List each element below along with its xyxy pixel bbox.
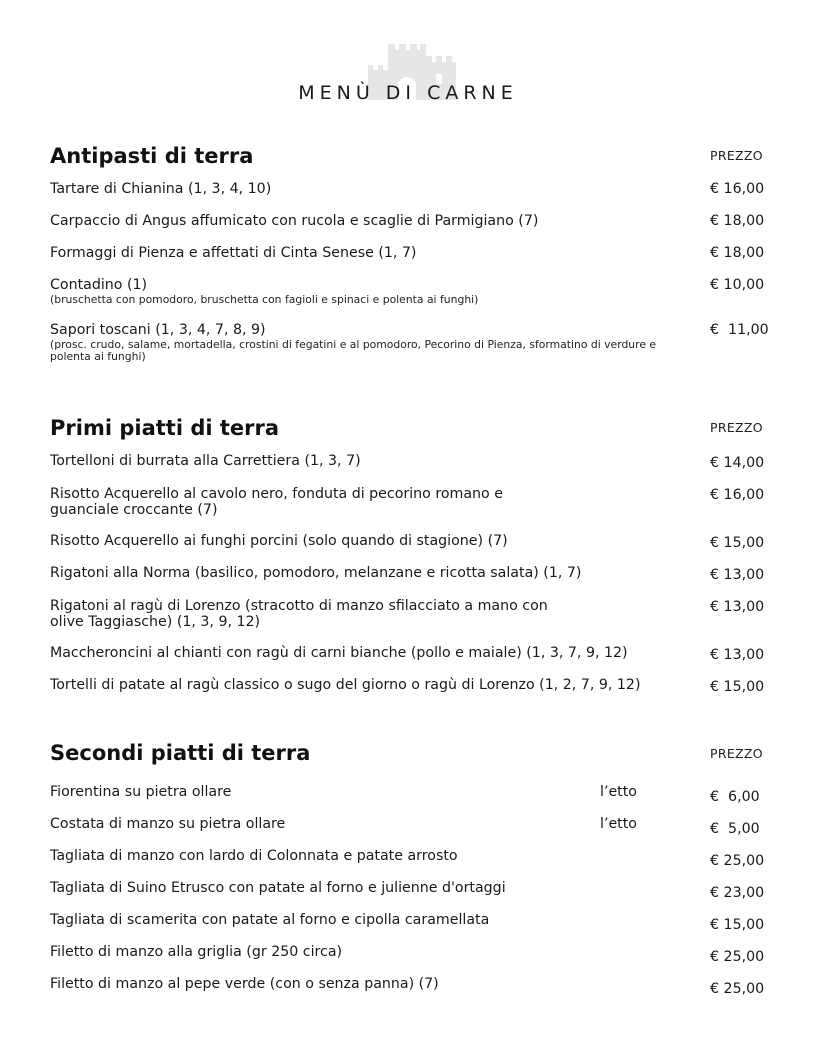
menu-item: Tagliata di scamerita con patate al forno e cipolla caramellata <box>50 912 490 928</box>
menu-item: Tortelloni di burrata alla Carrettiera (1, 3, 7) <box>50 453 361 469</box>
item-price: € 5,00 <box>710 821 760 837</box>
menu-item: Tagliata di manzo con lardo di Colonnata e patate arrosto <box>50 848 458 864</box>
item-price: € 18,00 <box>710 213 765 229</box>
item-price: € 13,00 <box>710 599 765 615</box>
item-price: € 13,00 <box>710 647 765 663</box>
item-name: Rigatoni al ragù di Lorenzo (stracotto di manzo sfilacciato a mano con <box>50 598 548 614</box>
item-price: € 15,00 <box>710 535 765 551</box>
price-header: PREZZO <box>710 148 763 163</box>
item-price: € 13,00 <box>710 567 765 583</box>
menu-item <box>50 486 690 518</box>
menu-item: Formaggi di Pienza e affettati di Cinta Senese (1, 7) <box>50 245 417 261</box>
menu-item: Filetto di manzo al pepe verde (con o senza panna) (7) <box>50 976 439 992</box>
item-price: € 16,00 <box>710 487 765 503</box>
item-name-cont: guanciale croccante (7) <box>50 502 218 518</box>
item-price: € 16,00 <box>710 181 765 197</box>
menu-item: Carpaccio di Angus affumicato con rucola e scaglie di Parmigiano (7) <box>50 213 539 229</box>
section-title-secondi: Secondi piatti di terra <box>50 741 311 765</box>
menu-item: Tortelli di patate al ragù classico o sugo del giorno o ragù di Lorenzo (1, 2, 7, 9, 12) <box>50 677 641 693</box>
item-price: € 25,00 <box>710 981 765 997</box>
item-price: € 15,00 <box>710 917 765 933</box>
menu-item <box>50 322 670 363</box>
item-price: € 25,00 <box>710 949 765 965</box>
item-price: € 25,00 <box>710 853 765 869</box>
menu-item <box>50 277 690 306</box>
item-unit: l’etto <box>600 816 637 832</box>
item-unit: l’etto <box>600 784 637 800</box>
menu-item: Tagliata di Suino Etrusco con patate al forno e julienne d'ortaggi <box>50 880 506 896</box>
item-price: € 14,00 <box>710 455 765 471</box>
menu-item: Maccheroncini al chianti con ragù di carni bianche (pollo e maiale) (1, 3, 7, 9, 12) <box>50 645 628 661</box>
price-header: PREZZO <box>710 420 763 435</box>
item-description: (bruschetta con pomodoro, bruschetta con fagioli e spinaci e polenta ai funghi) <box>50 293 479 306</box>
item-price: € 23,00 <box>710 885 765 901</box>
page-title: MENÙ DI CARNE <box>298 82 518 104</box>
item-name-cont: olive Taggiasche) (1, 3, 9, 12) <box>50 614 261 630</box>
menu-item: Fiorentina su pietra ollare <box>50 784 232 800</box>
price-header: PREZZO <box>710 746 763 761</box>
section-title-primi: Primi piatti di terra <box>50 416 280 440</box>
item-price: € 6,00 <box>710 789 760 805</box>
section-title-antipasti: Antipasti di terra <box>50 144 254 168</box>
item-price: € 15,00 <box>710 679 765 695</box>
item-name: Sapori toscani (1, 3, 4, 7, 8, 9) <box>50 322 266 338</box>
menu-item: Costata di manzo su pietra ollare <box>50 816 286 832</box>
item-name: Contadino (1) <box>50 277 148 293</box>
item-name: Risotto Acquerello al cavolo nero, fonduta di pecorino romano e <box>50 486 503 502</box>
item-price: € 11,00 <box>710 322 769 338</box>
item-price: € 18,00 <box>710 245 765 261</box>
menu-item <box>50 598 690 630</box>
menu-item: Tartare di Chianina (1, 3, 4, 10) <box>50 181 272 197</box>
item-price: € 10,00 <box>710 277 765 293</box>
menu-item: Filetto di manzo alla griglia (gr 250 circa) <box>50 944 343 960</box>
menu-item: Rigatoni alla Norma (basilico, pomodoro, melanzane e ricotta salata) (1, 7) <box>50 565 582 581</box>
item-description: (prosc. crudo, salame, mortadella, crostini di fegatini e al pomodoro, Pecorino di Pienza, sformatino di verdure e polenta ai funghi) <box>50 338 657 363</box>
menu-item: Risotto Acquerello ai funghi porcini (solo quando di stagione) (7) <box>50 533 508 549</box>
